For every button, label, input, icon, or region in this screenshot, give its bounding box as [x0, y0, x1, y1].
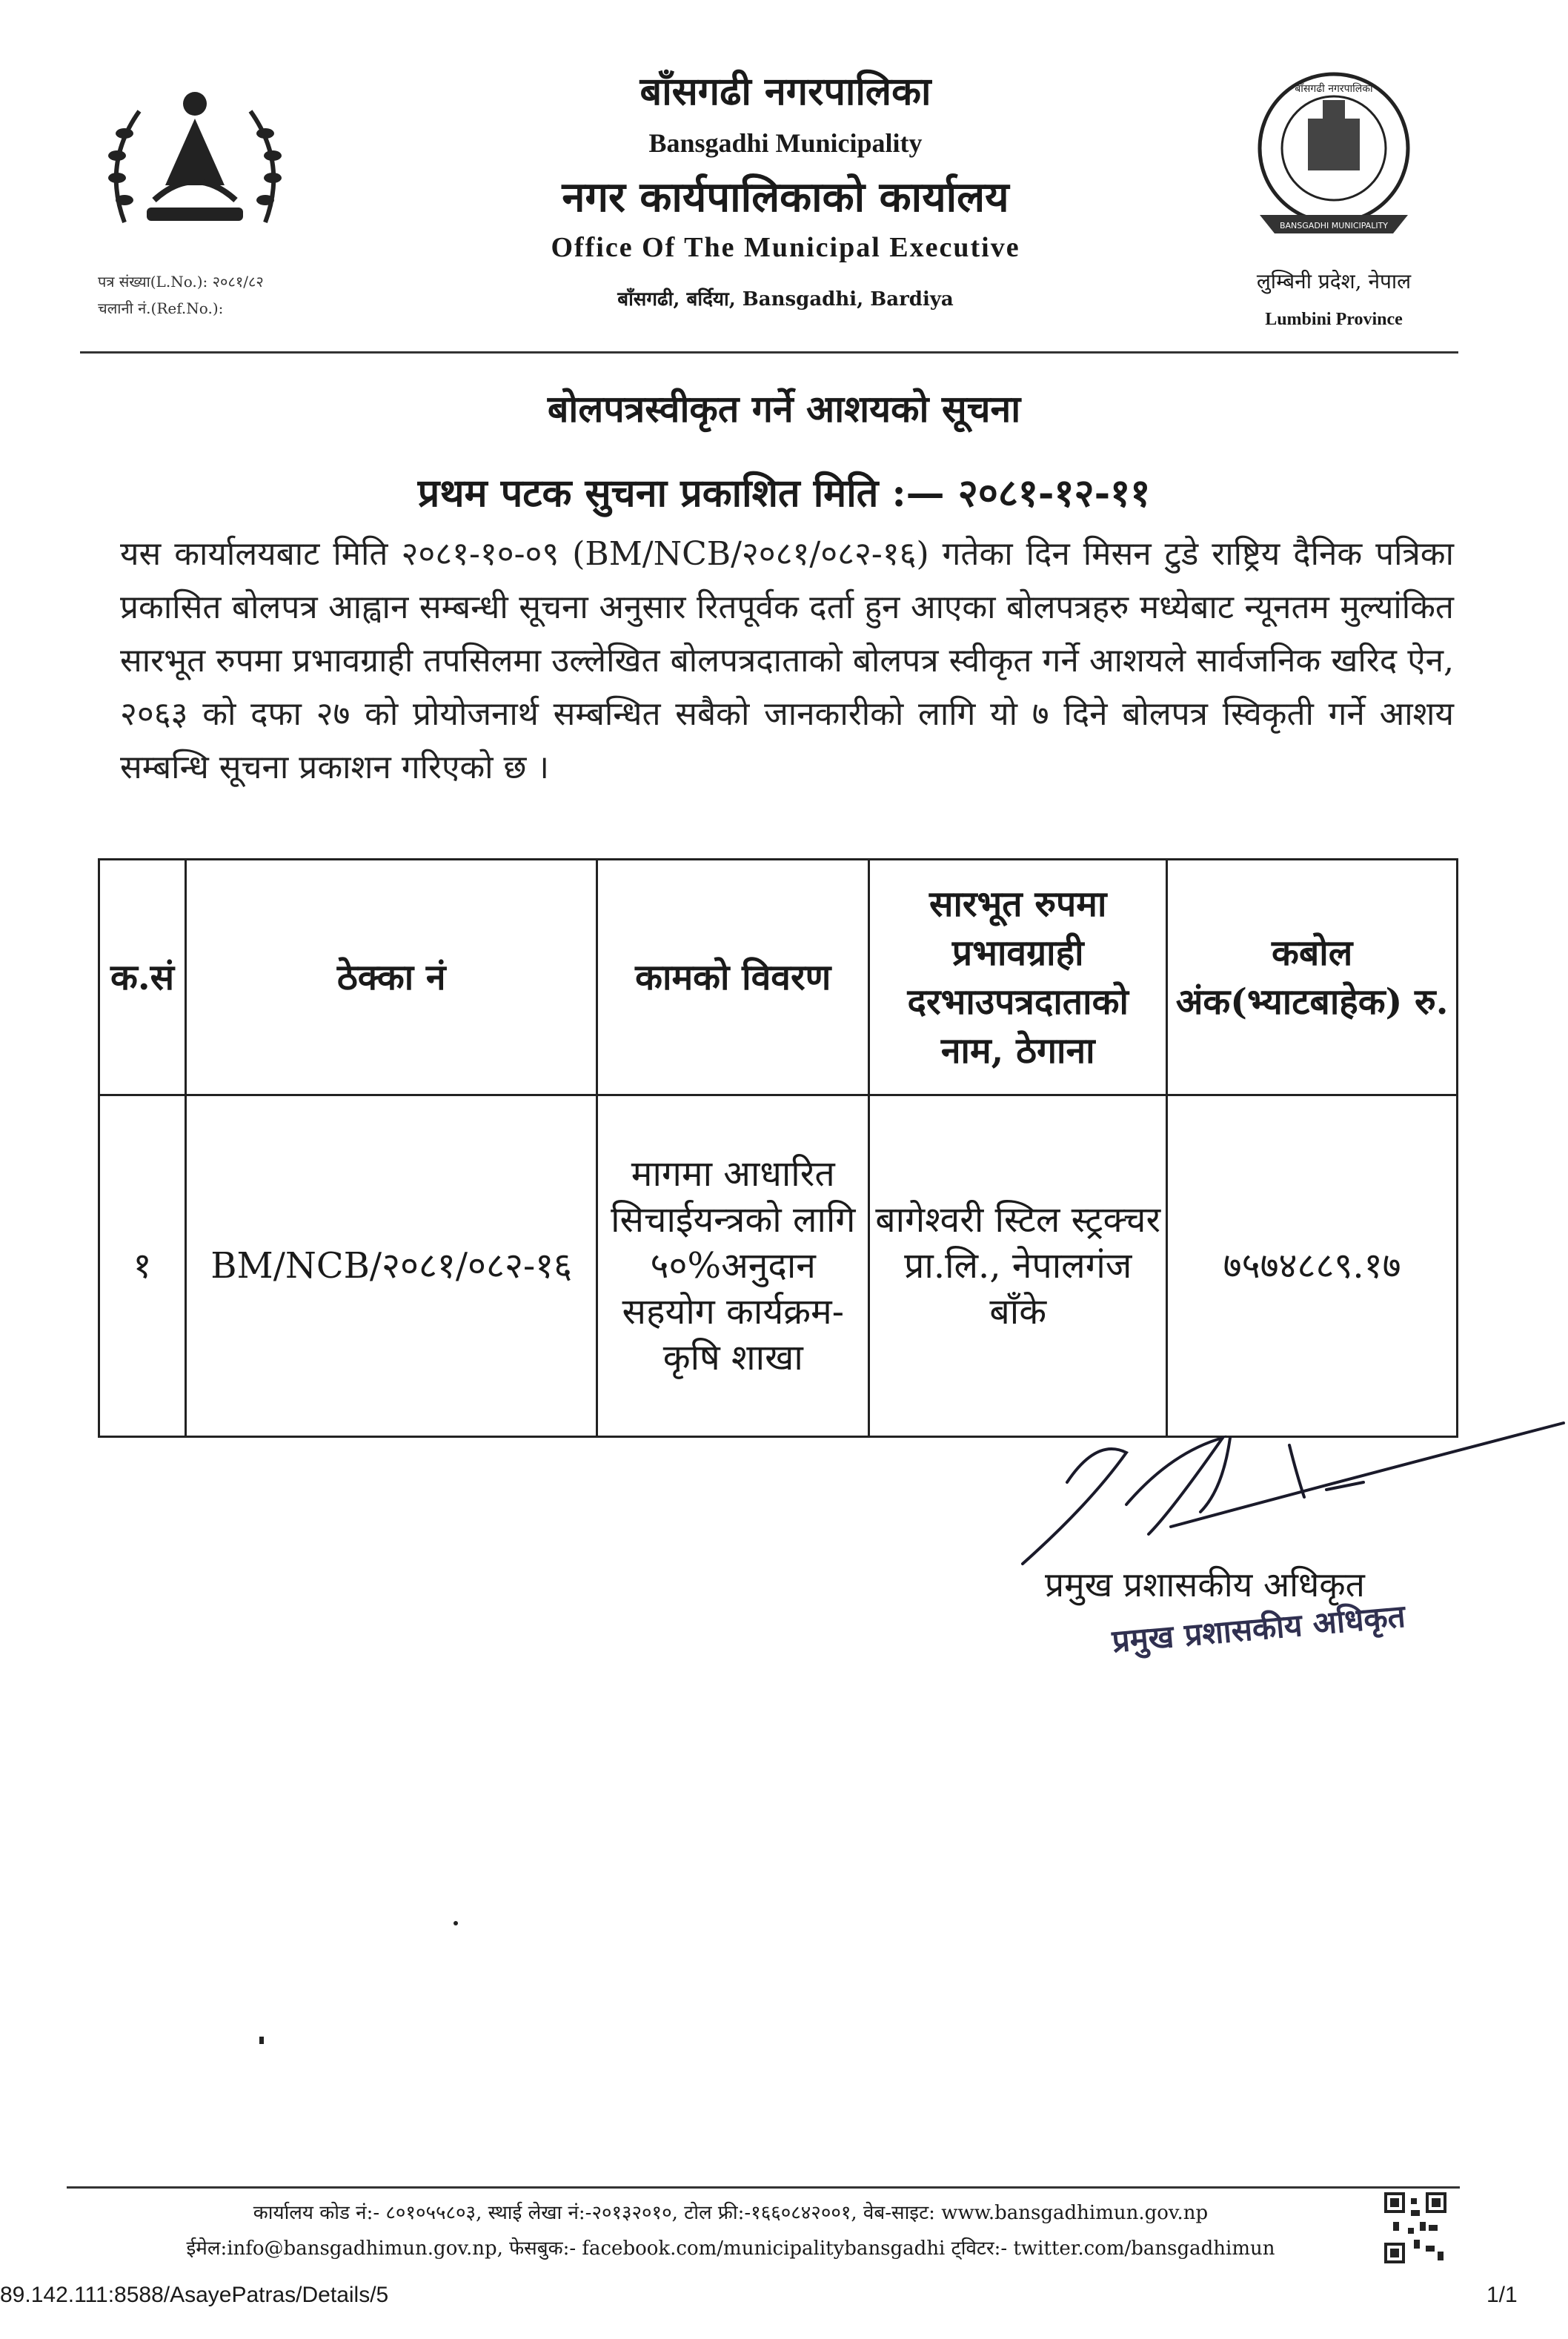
header-work-description: कामको विवरण	[597, 860, 869, 1095]
scan-speck	[454, 1921, 458, 1925]
municipality-logo-banner: BANSGADHI MUNICIPALITY	[1279, 221, 1389, 230]
qr-code-icon	[1384, 2192, 1446, 2263]
footer-contact-line: कार्यालय कोड नं:- ८०१०५५८०३, स्थाई लेखा नं:-२०१३२०१०, टोल फ्री:-१६६०८४२००१, वेब-साइट: www.bansgadhimun.gov.np	[253, 2202, 1209, 2224]
page-count: 1/1	[1486, 2283, 1518, 2307]
org-name-english: Bansgadhi Municipality	[648, 128, 923, 158]
table-row	[99, 1095, 1458, 1437]
office-name-english: Office Of The Municipal Executive	[551, 232, 1020, 263]
org-name-nepali: बाँसगढी नगरपालिका	[640, 69, 931, 114]
province-nepali: लुम्बिनी प्रदेश, नेपाल	[1256, 269, 1412, 293]
cell-serial-no: १	[99, 1095, 186, 1437]
table-header-row	[99, 860, 1458, 1095]
province-english: Lumbini Province	[1265, 310, 1403, 329]
header-bidder: सारभूत रुपमा प्रभावग्राही दरभाउपत्रदाताको नाम, ठेगाना	[869, 860, 1167, 1095]
cell-contract-no: BM/NCB/२०८१/०८२-१६	[186, 1095, 597, 1437]
nepal-emblem-icon	[95, 74, 295, 267]
municipality-logo-icon	[1245, 67, 1423, 245]
scan-speck	[259, 2037, 264, 2044]
header-contract-no: ठेक्का नं	[186, 860, 597, 1095]
cell-work-description: मागमा आधारित सिचाईयन्त्रको लागि ५०%अनुदान सहयोग कार्यक्रम- कृषि शाखा	[597, 1095, 869, 1437]
cell-bidder: बागेश्वरी स्टिल स्ट्रक्चर प्रा.लि., नेपालगंज बाँके	[869, 1095, 1167, 1437]
footer-divider	[67, 2186, 1460, 2189]
header-amount: कबोल अंक(भ्याटबाहेक) रु.	[1167, 860, 1458, 1095]
bid-table	[98, 858, 1458, 1438]
notice-body: यस कार्यालयबाट मिति २०८१-१०-०९ (BM/NCB/२०८१/०८२-१६) गतेका दिन मिसन टुडे राष्ट्रिय दैनिक पत्रिका प्रकासित बोलपत्र आह्वान सम्बन्धी सूचना अनुसार रितपूर्वक दर्ता हुन आएका बोलपत्रहरु मध्येबाट न्यूनतम मुल्यांकित सारभूत रुपमा प्रभावग्राही तपसिलमा उल्लेखित बोलपत्रदाताको बोलपत्र स्वीकृत गर्ने आशयले सार्वजनिक खरिद ऐन, २०६३ को दफा २७ को प्रोयोजनार्थ सम्बन्धित सबैको जानकारीको लागि यो ७ दिने बोलपत्र स्विकृती गर्ने आशय सम्बन्धि सूचना प्रकाशन गरिएको छ ।	[120, 535, 1454, 786]
header-divider	[80, 351, 1458, 354]
signatory-title: प्रमुख प्रशासकीय अधिकृत	[1045, 1565, 1365, 1605]
municipality-logo-text: बाँसगढी नगरपालिका	[1295, 83, 1373, 95]
footer-social-line: ईमेल:info@bansgadhimun.gov.np, फेसबुक:- facebook.com/municipalitybansgadhi ट्विटर:- twitter.com/bansgadhimun	[186, 2237, 1275, 2260]
office-name-nepali: नगर कार्यपालिकाको कार्यालय	[562, 173, 1009, 222]
signatory-stamp: प्रमुख प्रशासकीय अधिकृत	[1110, 1597, 1407, 1660]
office-address: बाँसगढी, बर्दिया, Bansgadhi, Bardiya	[617, 288, 954, 311]
header-serial-no: क.सं	[99, 860, 186, 1095]
page-url: 89.142.111:8588/AsayePatras/Details/5	[0, 2283, 389, 2307]
notice-title: बोलपत्रस्वीकृत गर्ने आशयको सूचना	[547, 387, 1021, 431]
publication-date: प्रथम पटक सुचना प्रकाशित मिति :— २०८१-१२-११	[417, 471, 1151, 516]
dispatch-number: चलानी नं.(Ref.No.):	[98, 299, 224, 317]
letter-number: पत्र संख्या(L.No.): २०८१/८२	[98, 273, 264, 291]
cell-amount: ७५७४८८९.१७	[1167, 1095, 1458, 1437]
